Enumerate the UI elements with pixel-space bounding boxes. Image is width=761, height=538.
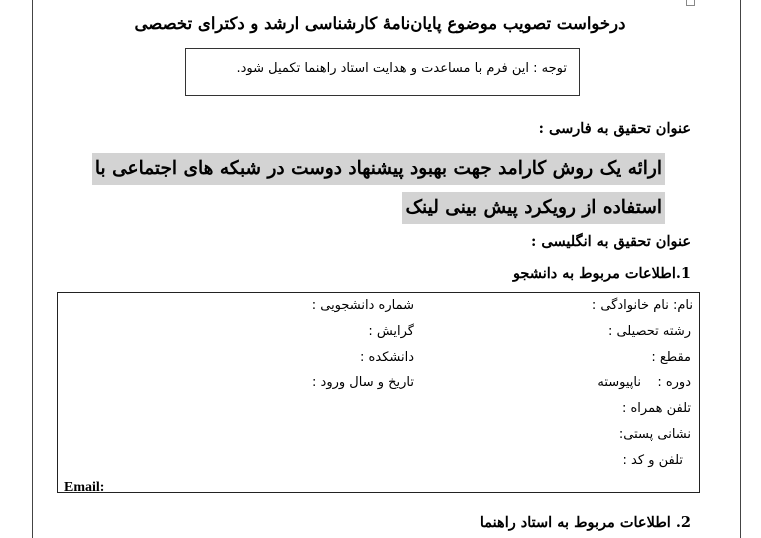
- page-right-edge: [740, 0, 741, 538]
- period-label: دوره :: [657, 375, 691, 390]
- note-text: توجه : این فرم با مساعدت و هدایت استاد راهنما تکمیل شود.: [236, 61, 567, 76]
- address-label: نشانی پستی:: [618, 427, 691, 442]
- student-id-label: شماره دانشجویی :: [311, 298, 414, 313]
- student-section-heading: 1.اطلاعات مربوط به دانشجو: [512, 265, 691, 282]
- mobile-label: تلفن همراه :: [621, 401, 691, 416]
- phone-label: تلفن و کد :: [622, 453, 683, 468]
- orientation-label: گرایش :: [368, 324, 414, 339]
- field-label: رشته تحصیلی :: [607, 324, 691, 339]
- name-label: نام: نام خانوادگی :: [591, 298, 693, 313]
- email-label: Email:: [64, 480, 105, 495]
- persian-title-label: عنوان تحقیق به فارسی :: [538, 120, 691, 137]
- level-label: مقطع :: [651, 350, 691, 365]
- faculty-label: دانشکده :: [360, 350, 414, 365]
- page-left-edge: [32, 0, 33, 538]
- persian-title-line-1: ارائه یک روش کارامد جهت بهبود پیشنهاد دوست در شبکه های اجتماعی با: [92, 153, 665, 185]
- period-value: ناپیوسته: [597, 375, 641, 390]
- student-info-box: [57, 292, 700, 493]
- advisor-section-heading: 2. اطلاعات مربوط به استاد راهنما: [479, 514, 691, 531]
- english-title-label: عنوان تحقیق به انگلیسی :: [530, 233, 691, 250]
- page-corner-mark: [686, 0, 695, 6]
- form-title: درخواست تصویب موضوع پایان‌نامهٔ کارشناسی ارشد و دکترای تخصصی: [134, 14, 626, 33]
- note-box: [185, 48, 580, 96]
- entry-date-label: تاریخ و سال ورود :: [312, 375, 414, 390]
- persian-title-line-2: استفاده از رویکرد پیش بینی لینک: [402, 192, 665, 224]
